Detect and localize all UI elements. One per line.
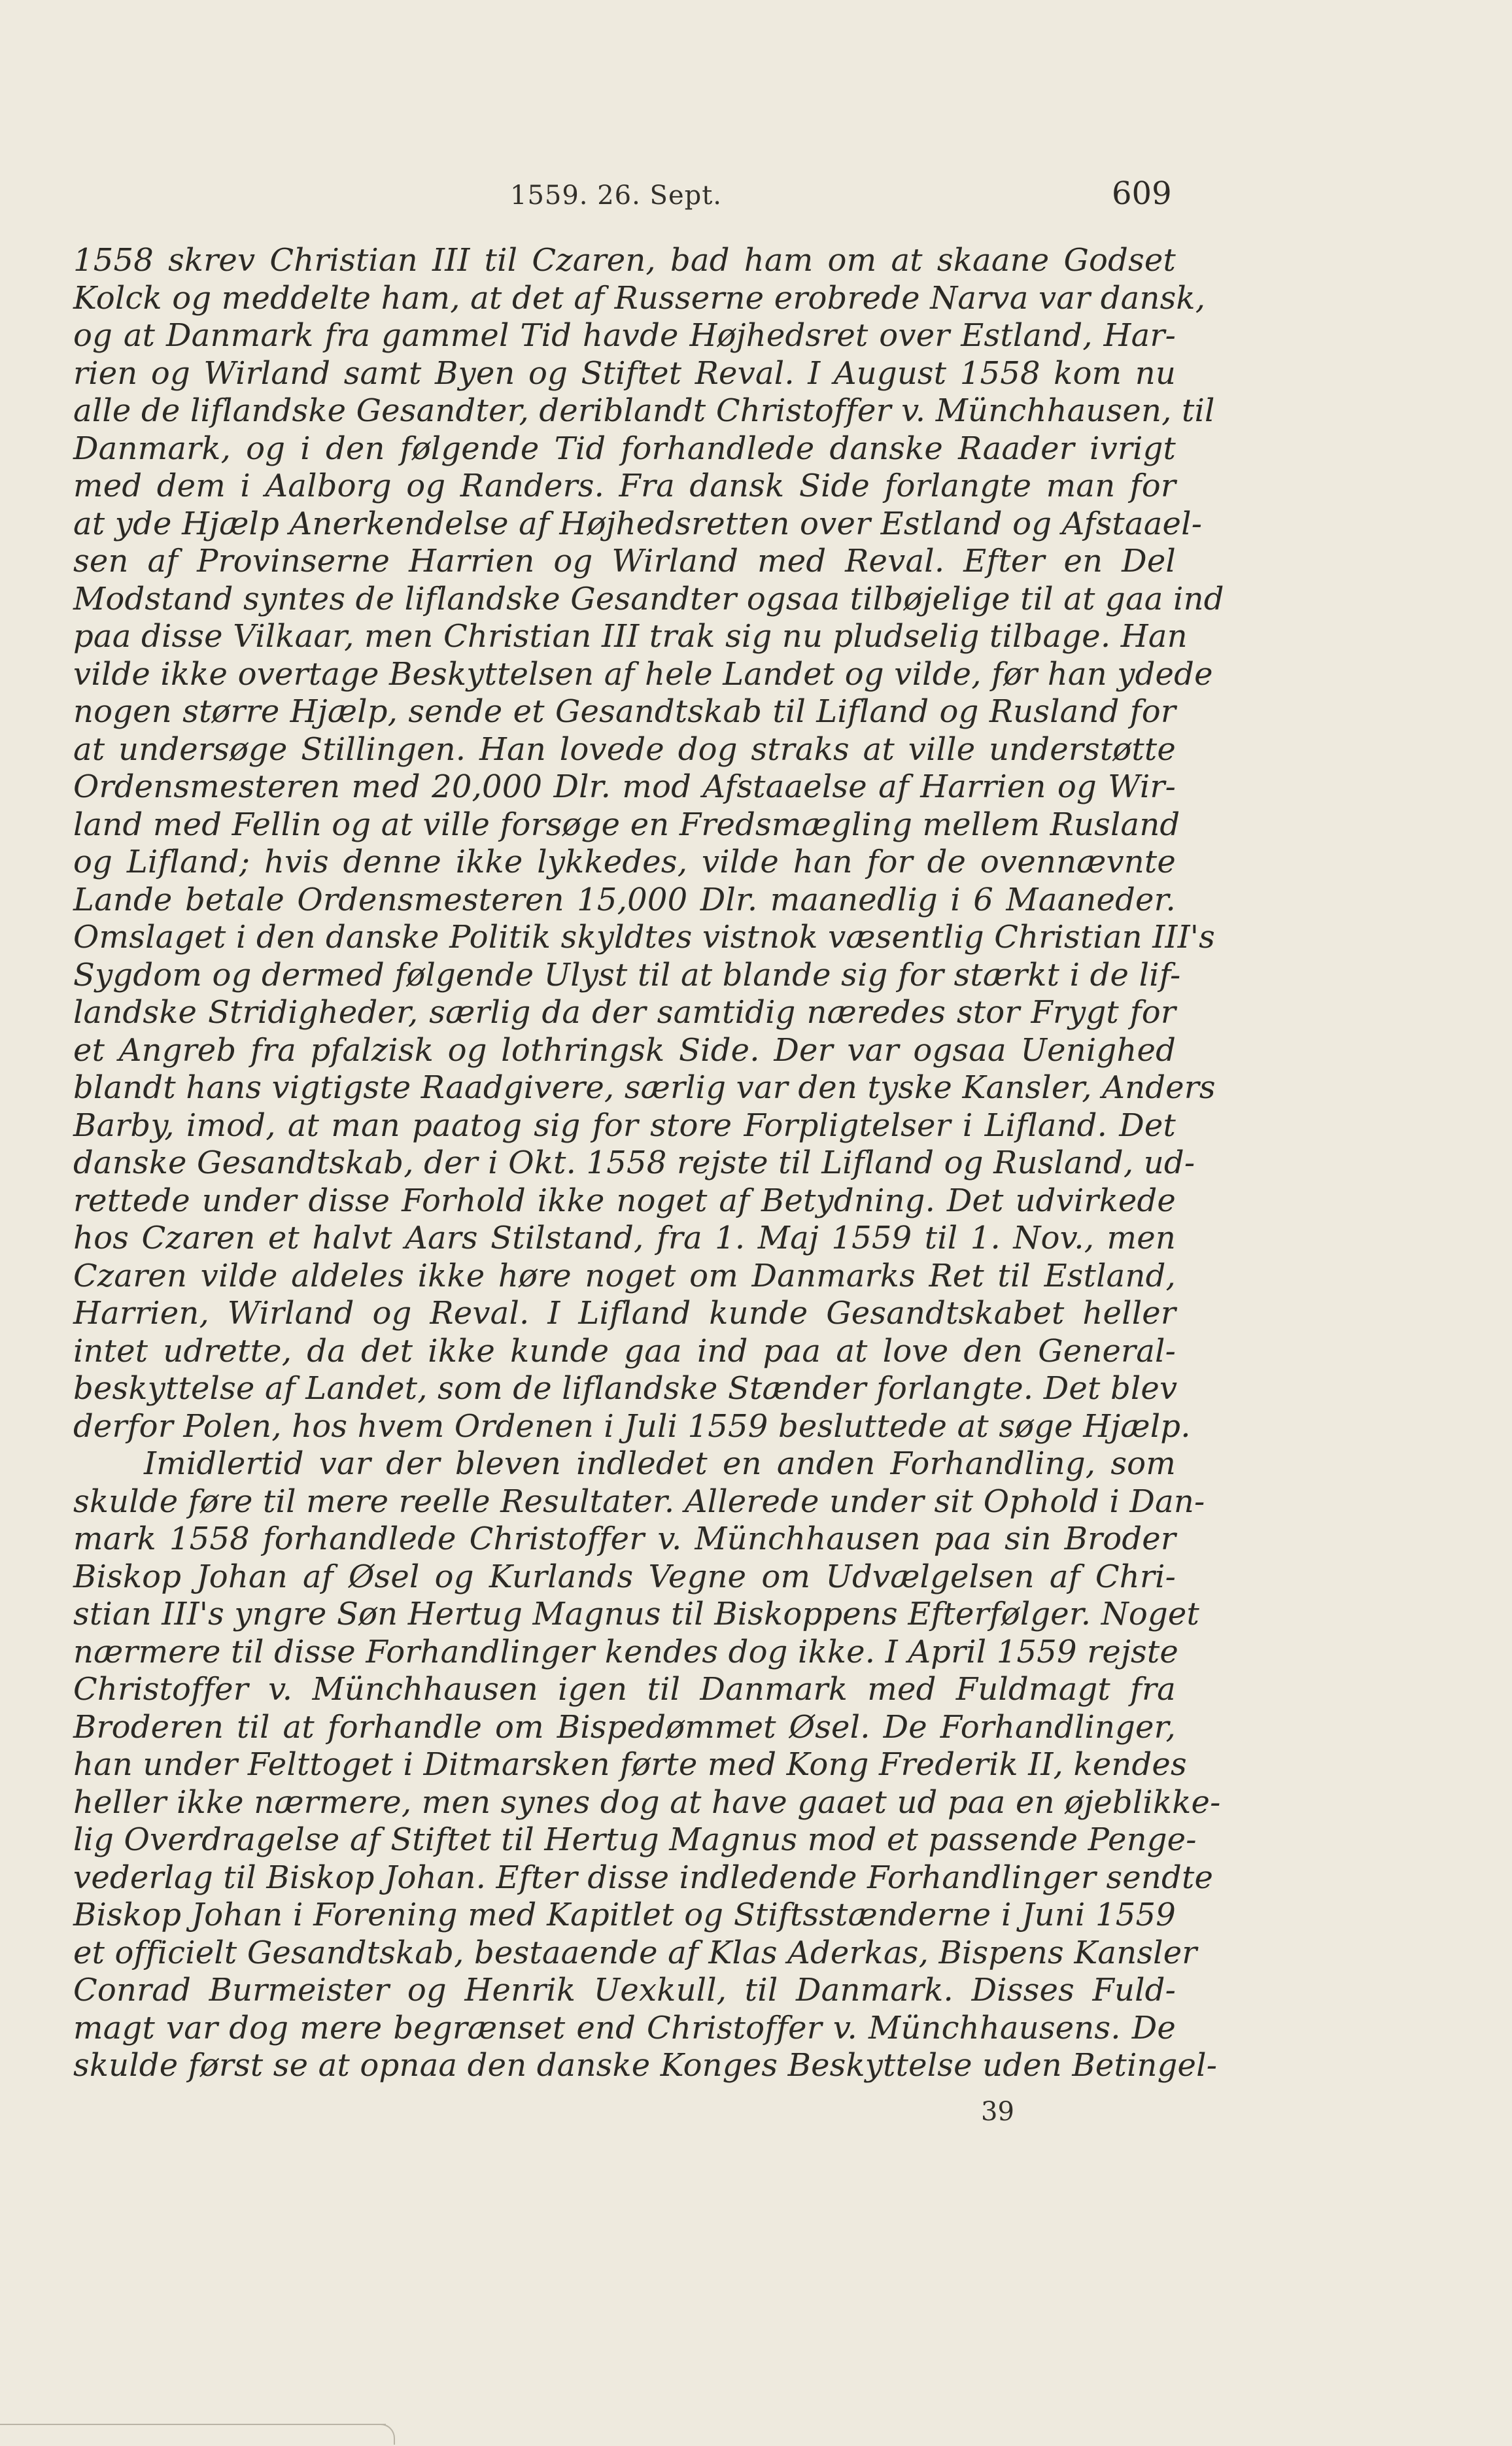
text-line: rettede under disse Forhold ikke noget af Betydning. Det udvirkede (73, 1182, 1176, 1219)
text-line: nogen større Hjælp, sende et Gesandtskab til Lifland og Rusland for (73, 693, 1176, 730)
text-line: land med Fellin og at ville forsøge en Fredsmægling mellem Rusland (73, 806, 1180, 843)
text-line: med dem i Aalborg og Randers. Fra dansk Side forlangte man for (73, 468, 1176, 504)
text-line: et Angreb fra pfalzisk og lothringsk Side. Der var ogsaa Uenighed (73, 1031, 1176, 1069)
text-line: Modstand syntes de liflandske Gesandter ogsaa tilbøjelige til at gaa ind (73, 580, 1224, 617)
text-line: landske Stridigheder, særlig da der samtidig næredes stor Frygt for (73, 994, 1176, 1031)
text-line: 1558 skrev Christian III til Czaren, bad ham om at skaane Godset (73, 242, 1176, 279)
text-line: stian III's yngre Søn Hertug Magnus til Biskoppens Efterfølger. Noget (73, 1596, 1200, 1632)
text-line: paa disse Vilkaar, men Christian III trak sig nu pludselig tilbage. Han (73, 618, 1188, 655)
text-line: Broderen til at forhandle om Bispedømmet Øsel. De Forhandlinger, (73, 1708, 1176, 1746)
text-line: danske Gesandtskab, der i Okt. 1558 rejste til Lifland og Rusland, ud- (73, 1145, 1195, 1181)
body-text (73, 242, 1224, 2085)
text-line: Sygdom og dermed følgende Ulyst til at blande sig for stærkt i de lif- (73, 956, 1181, 993)
bottom-rule-curl (379, 2424, 395, 2445)
text-line: hos Czaren et halvt Aars Stilstand, fra 1. Maj 1559 til 1. Nov., men (73, 1220, 1176, 1256)
text-line: et officielt Gesandtskab, bestaaende af Klas Aderkas, Bispens Kansler (73, 1934, 1197, 1971)
text-line: Christoffer v. Münchhausen igen til Danmark med Fuldmagt fra (73, 1671, 1176, 1708)
text-line: Omslaget i den danske Politik skyldtes vistnok væsentlig Christian III's (73, 919, 1215, 956)
text-line: nærmere til disse Forhandlinger kendes dog ikke. I April 1559 rejste (73, 1633, 1178, 1670)
text-line: heller ikke nærmere, men synes dog at have gaaet ud paa en øjeblikke- (73, 1783, 1221, 1821)
bottom-rule (0, 2424, 386, 2425)
text-line: og at Danmark fra gammel Tid havde Højhedsret over Estland, Har- (73, 317, 1176, 354)
text-line: skulde først se at opnaa den danske Konges Beskyttelse uden Betingel- (73, 2047, 1218, 2084)
text-line: alle de liflandske Gesandter, deriblandt Christoffer v. Münchhausen, til (73, 392, 1215, 429)
text-line: derfor Polen, hos hvem Ordenen i Juli 1559 besluttede at søge Hjælp. (73, 1407, 1191, 1445)
text-line: mark 1558 forhandlede Christoffer v. Münchhausen paa sin Broder (73, 1521, 1176, 1557)
text-line: vederlag til Biskop Johan. Efter disse indledende Forhandlinger sendte (73, 1859, 1214, 1896)
text-line: at undersøge Stillingen. Han lovede dog straks at ville understøtte (73, 731, 1176, 768)
page-header (0, 175, 1512, 221)
text-line: vilde ikke overtage Beskyttelsen af hele Landet og vilde, før han ydede (73, 655, 1213, 693)
text-line: Ordensmesteren med 20,000 Dlr. mod Afstaaelse af Harrien og Wir- (73, 768, 1176, 805)
text-line: rien og Wirland samt Byen og Stiftet Reval. I August 1558 kom nu (73, 354, 1176, 392)
page-number: 609 (1112, 175, 1172, 212)
text-line: sen af Provinserne Harrien og Wirland med Reval. Efter en Del (73, 543, 1176, 579)
text-line: beskyttelse af Landet, som de liflandske Stænder forlangte. Det blev (73, 1370, 1178, 1407)
text-line: Czaren vilde aldeles ikke høre noget om Danmarks Ret til Estland, (73, 1257, 1176, 1294)
text-line: han under Felttoget i Ditmarsken førte med Kong Frederik II, kendes (73, 1746, 1187, 1783)
text-line: Biskop Johan i Forening med Kapitlet og Stiftsstænderne i Juni 1559 (73, 1897, 1176, 1933)
running-head: 1559. 26. Sept. (510, 181, 723, 211)
text-line: at yde Hjælp Anerkendelse af Højhedsretten over Estland og Afstaael- (73, 505, 1203, 542)
text-line: Danmark, og i den følgende Tid forhandlede danske Raader ivrigt (73, 430, 1176, 467)
text-line: magt var dog mere begrænset end Christoffer v. Münchhausens. De (73, 2009, 1176, 2046)
text-line: skulde føre til mere reelle Resultater. Allerede under sit Ophold i Dan- (73, 1483, 1205, 1520)
text-line: blandt hans vigtigste Raadgivere, særlig var den tyske Kansler, Anders (73, 1069, 1216, 1106)
text-line: Lande betale Ordensmesteren 15,000 Dlr. maanedlig i 6 Maaneder. (73, 881, 1176, 918)
text-line: Barby, imod, at man paatog sig for store Forpligtelser i Lifland. Det (73, 1107, 1176, 1144)
text-line: lig Overdragelse af Stiftet til Hertug Magnus mod et passende Penge- (73, 1821, 1197, 1858)
text-line: Kolck og meddelte ham, at det af Russerne erobrede Narva var dansk, (73, 279, 1206, 317)
text-line-paragraph-start: Imidlertid var der bleven indledet en anden Forhandling, som (144, 1445, 1176, 1482)
text-line: Harrien, Wirland og Reval. I Lifland kunde Gesandtskabet heller (73, 1295, 1176, 1332)
text-line: Biskop Johan af Øsel og Kurlands Vegne om Udvælgelsen af Chri- (73, 1558, 1176, 1595)
text-line: og Lifland; hvis denne ikke lykkedes, vilde han for de ovennævnte (73, 844, 1176, 880)
signature-mark: 39 (981, 2097, 1014, 2127)
text-line: intet udrette, da det ikke kunde gaa ind paa at love den General- (73, 1332, 1176, 1369)
text-line: Conrad Burmeister og Henrik Uexkull, til Danmark. Disses Fuld- (73, 1972, 1176, 2008)
